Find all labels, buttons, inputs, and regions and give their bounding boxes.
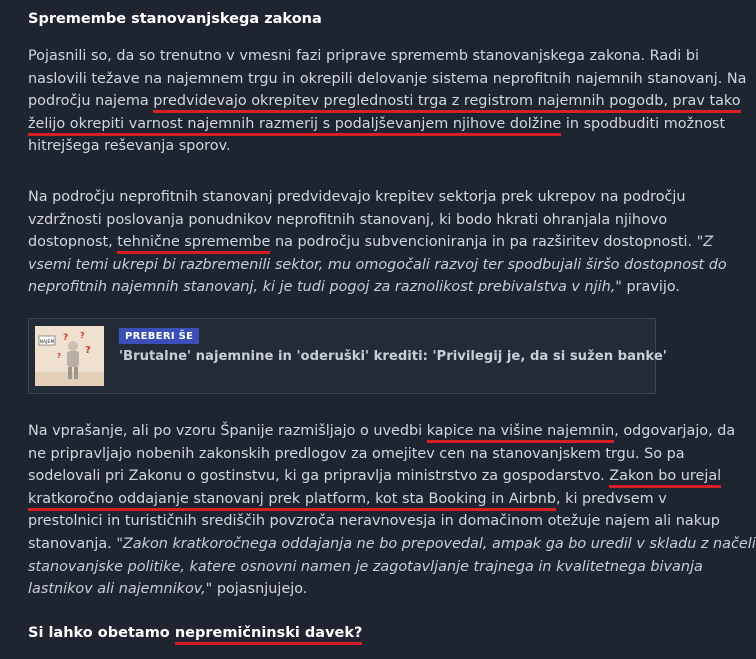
- text-line: [28, 276, 680, 299]
- underlined-phrase: Zakon bo urejal: [609, 468, 721, 488]
- text-line: hitrejšega reševanja sporov.: [28, 138, 231, 155]
- text-segment: pravijo.: [621, 279, 680, 296]
- text-line: Pojasnili so, da so trenutno v vmesni fazi priprave sprememb stanovanjskega zakona. Radi bi: [28, 48, 699, 64]
- text-line: Na področju neprofitnih stanovanj predvidevajo krepitev sektorja prek ukrepov na področju: [28, 189, 686, 205]
- text-line: [28, 578, 668, 601]
- quote-line: vsemi temi ukrepi bi razbremenili sektor, mu omogočali razvoj ter spodbujali širšo dostopnost do: [28, 256, 727, 273]
- paragraph-housing-law: [28, 45, 747, 158]
- underlined-phrase: tehnične spremembe: [117, 234, 270, 254]
- svg-text:?: ?: [85, 345, 91, 356]
- text-segment: sodelovali pri Zakonu o gostinstvu, ki ga pripravlja ministrstvo za gospodarstvo.: [28, 468, 610, 485]
- svg-text:?: ?: [80, 331, 85, 340]
- section-heading-property-tax: [28, 625, 362, 641]
- text-line: [28, 420, 736, 443]
- quote-text: "Zakon kratkoročnega oddajanja ne bo prepovedal, ampak ga bo uredil v skladu z načeli: [116, 535, 756, 552]
- text-line: naslovili težave na najemnem trgu in okrepili delovanje sistema neprofitnih najemnih stanovanj. Na: [28, 70, 747, 87]
- quote-text: "Z: [696, 234, 714, 251]
- underlined-phrase: kapice na višine najemnin: [427, 423, 615, 443]
- text-line: prestolnici in turističnih središčih povzroča neravnovesja in domačinom otežuje najem ali nakup: [28, 513, 720, 530]
- text-segment: dostopnost,: [28, 234, 118, 251]
- read-more-badge: PREBERI ŠE: [119, 328, 199, 344]
- text-line: [28, 533, 756, 556]
- underlined-phrase: nepremičninski davek?: [175, 625, 363, 645]
- underlined-phrase: predvidevajo okrepitev preglednosti trga z registrom najemnih pogodb, prav tako: [153, 93, 740, 113]
- paragraph-nonprofit-housing: [28, 186, 727, 299]
- text-line: ne pripravljajo nobenih zakonskih predlogov za omejitev cen na stanovanjskem trgu. So pa: [28, 445, 685, 462]
- text-segment: in spodbuditi možnost: [561, 115, 726, 132]
- quote-text: lastnikov ali najemnikov,": [28, 581, 213, 598]
- heading-segment: Si lahko obetamo: [28, 625, 175, 641]
- text-line: vzdržnosti poslovanja ponudnikov neprofitnih stanovanj, ki bodo hkrati ohranjala njihovo: [28, 211, 668, 228]
- svg-text:?: ?: [57, 352, 62, 360]
- text-line: [28, 465, 722, 488]
- text-line: [28, 231, 714, 254]
- svg-text:?: ?: [63, 333, 69, 343]
- text-segment: , ki predvsem v: [555, 490, 667, 507]
- paragraph-rent-caps: [28, 420, 756, 601]
- read-more-link[interactable]: 'Brutalne' najemnine in 'oderuški' krediti: 'Privilegij je, da si sužen banke': [119, 349, 667, 364]
- text-segment: , odgovarjajo, da: [614, 423, 736, 439]
- thumbnail-sign-text: NAJEM: [39, 340, 55, 345]
- text-segment: Na vprašanje, ali po vzoru Španije razmišljajo o uvedbi: [28, 423, 427, 439]
- read-more-card[interactable]: [28, 318, 667, 394]
- text-line: [28, 113, 726, 136]
- quote-text: neprofitnih najemnih stanovanj, ki je tudi pogoj za raznolikost prebivalstva v njih,": [28, 279, 622, 296]
- section-heading-housing-law: Spremembe stanovanjskega zakona: [28, 11, 322, 27]
- text-segment: na področju subvencioniranja in pa razširitev dostopnosti.: [270, 234, 697, 251]
- person-with-question-marks-image: [35, 326, 104, 386]
- text-segment: pojasnjujejo.: [212, 581, 308, 598]
- text-segment: stanovanja.: [28, 535, 117, 552]
- quote-line: stanovanjske politike, katere osnovni namen je zagotavljanje trajnega in kvalitetnega bivanja: [28, 558, 703, 575]
- underlined-phrase: želijo okrepiti varnost najemnih razmerij s podaljševanjem njihove dolžine: [28, 116, 561, 136]
- text-segment: področju najema: [28, 93, 154, 110]
- read-more-thumbnail[interactable]: [35, 326, 104, 386]
- text-line: [28, 488, 668, 511]
- underlined-phrase: kratkoročno oddajanje stanovanj prek platform, kot sta Booking in Airbnb: [28, 491, 556, 511]
- text-line: [28, 90, 741, 113]
